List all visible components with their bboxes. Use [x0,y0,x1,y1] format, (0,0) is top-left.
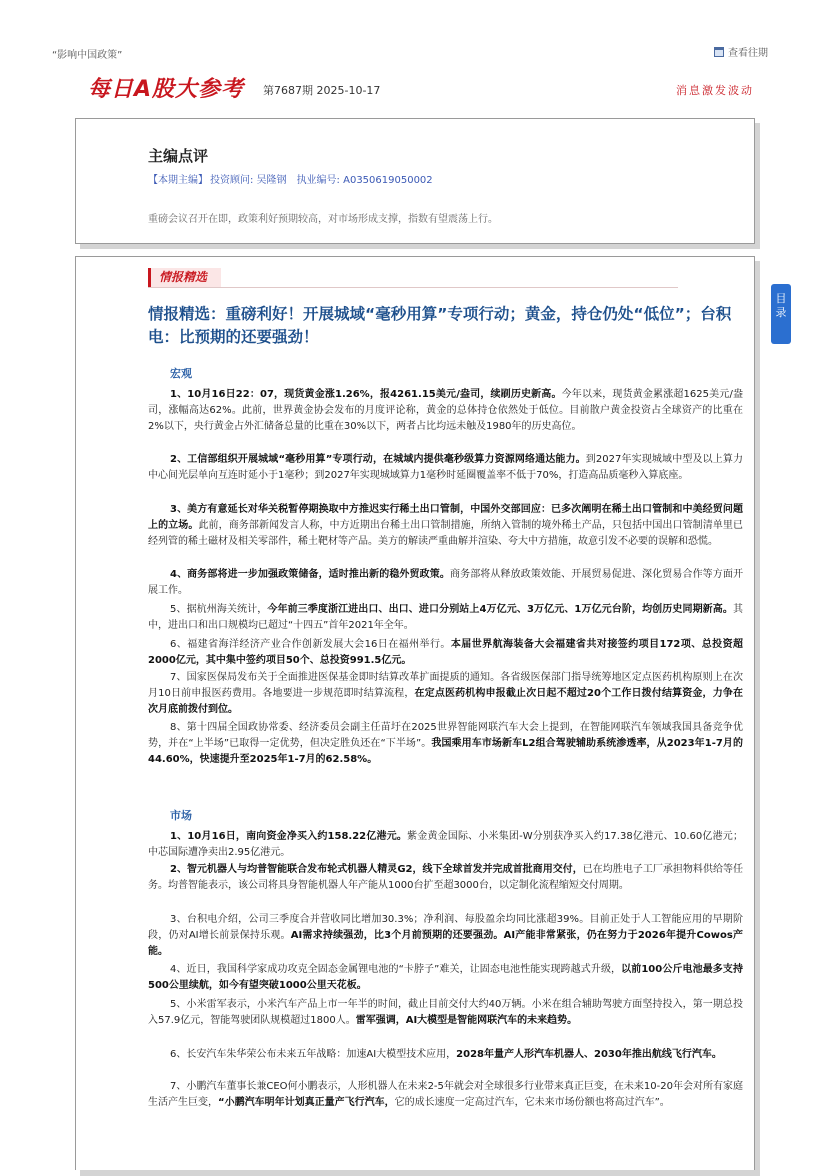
news-item-highlight: 1、10月16日22：07，现货黄金涨1.26%，报4261.15美元/盎司，续刷历史新高。 [170,389,562,400]
news-item-text: 3、台积电介绍，公司三季度合并营收同比增加30.3%；净利润、每股盈余均同比涨超39%。目前正处于人工智能应用的早期阶段，仍对AI增长前景保持乐观。 [148,914,743,941]
editor-info [148,171,443,186]
view-past-issues-link[interactable] [714,44,768,59]
toc-button[interactable]: 目录 [771,284,791,344]
news-item [148,862,743,894]
news-item [148,502,743,550]
section-tag-label: 情报精选 [148,268,221,287]
editor-title: 主编点评 [148,147,209,165]
news-item [148,720,743,768]
news-item-text: 5、据杭州海关统计， [170,604,268,615]
news-item-text: 今年以来，现货黄金累涨超1625美元/盎司，涨幅高达62%。此前，世界黄金协会发布的月度评论称，黄金的总体持仓依然处于低位。目前散户黄金投资占全球资产的比重在2%以下，央行黄金占外汇储备总量的比重在30%以下，两者占比均远未触及1980年的历史高位。 [148,389,743,432]
news-item-highlight: 2、工信部组织开展城域“毫秒用算”专项行动，在城域内提供毫秒级算力资源网络通达能力。 [170,454,586,465]
news-item-text: 到2027年实现城域中型及以上算力中心间光层单向互连时延小于1毫秒；到2027年实现城域算力1毫秒时延圈覆盖率不低于70%，打造高品质毫秒入算底座。 [148,454,744,481]
news-item-text: 它的成长速度一定高过汽车，它未来市场份额也将高过汽车”。 [394,1097,670,1108]
news-item-highlight: 在定点医药机构申报截止次日起不超过20个工作日拨付结算资金，力争在次月底前拨付到位。 [148,688,743,715]
news-item-highlight: 以前100公斤电池最多支持500公里续航，如今有望突破1000公里天花板。 [148,964,743,991]
brand-logo: 每日A股大参考 [88,77,245,102]
news-item-text: 此前，商务部新闻发言人称，中方近期出台稀土出口管制措施，所纳入管制的境外稀土产品，只包括中国出口管制清单里已经列管的稀土磁材及相关零部件，稀土靶材等产品。美方的解读严重曲解并渲染、夸大中方措施，故意引发不必要的误解和恐慌。 [148,520,744,547]
news-item [148,637,743,669]
news-item-highlight: 1、10月16日，南向资金净买入约158.22亿港元。 [170,831,408,842]
news-item-text: 紫金黄金国际、小米集团-W分别获净买入约17.38亿港元、10.60亿港元；中芯国际遭净卖出2.95亿港元。 [148,831,743,858]
news-item-text: 其中，进出口和出口规模均已超过“十四五”首年2021年全年。 [148,604,743,631]
news-item-text: 8、第十四届全国政协常委、经济委员会副主任苗圩在2025世界智能网联汽车大会上提到，在智能网联汽车领域我国具备竞争优势，并在“上半场”已取得一定优势，但决定胜负还在“下半场”。 [148,722,743,749]
news-item-text: 6、长安汽车朱华荣公布未来五年战略：加速AI大模型技术应用， [170,1049,457,1060]
news-item-highlight: 2028年量产人形汽车机器人、2030年推出航线飞行汽车。 [456,1049,722,1060]
news-item-highlight: “小鹏汽车明年计划真正量产飞行汽车， [218,1097,395,1108]
issue-number-date: 第7687期 2025-10-17 [263,84,381,97]
headline: 情报精选：重磅利好！开展城域“毫秒用算”专项行动；黄金，持仓仍处“低位”；台积电：比预期的还要强劲！ [148,305,732,346]
news-item [148,1047,743,1063]
news-item-highlight: 我国乘用车市场新车L2组合驾驶辅助系统渗透率，从2023年1-7月的44.60%，快速提升至2025年1-7月的62.58%。 [148,738,743,765]
news-item-text: 商务部将从释放政策效能、开展贸易促进、深化贸易合作等方面开展工作。 [148,569,743,596]
news-item-text: 5、小米雷军表示，小米汽车产品上市一年半的时间，截止目前交付大约40万辆。小米在组合辅助驾驶方面坚持投入，第一期总投入57.9亿元，智能驾驶团队规模超过1800人。 [148,999,743,1026]
news-item-highlight: 2、智元机器人与均普智能联合发布轮式机器人精灵G2，线下全球首发并完成首批商用交付， [170,864,583,875]
news-item-text: 4、近日，我国科学家成功攻克全固态金属锂电池的“卡脖子”难关，让固态电池性能实现跨越式升级， [170,964,622,975]
news-item-text: 7、小鹏汽车董事长兼CEO何小鹏表示，人形机器人在未来2-5年就会对全球很多行业带来真正巨变，在未来10-20年会对所有家庭生活产生巨变， [148,1081,743,1108]
calendar-icon [714,47,724,57]
news-item-highlight: AI需求持续强劲，比3个月前预期的还要强劲。AI产能非常紧张，仍在努力于2026年提升Cowos产能。 [148,930,743,957]
slogan: 消息激发波动 [676,84,754,97]
news-item [148,1079,743,1111]
news-item [148,602,743,634]
news-item-highlight: 4、商务部将进一步加强政策储备，适时推出新的稳外贸政策。 [170,569,450,580]
news-item-text: 6、福建省海洋经济产业合作创新发展大会16日在福州举行。 [170,639,451,650]
news-item-highlight: 雷军强调，AI大模型是智能网联汽车的未来趋势。 [355,1015,578,1026]
editor-comment-panel [75,118,755,244]
macro-heading: 宏观 [170,367,192,380]
news-item [148,387,743,435]
masthead [80,70,756,106]
tagline: “影响中国政策” [52,50,123,61]
news-item-highlight: 本届世界航海装备大会福建省共对接签约项目172项、总投资超2000亿元，其中集中签约项目50个、总投资991.5亿元。 [148,639,744,666]
news-item [148,912,743,960]
news-item [148,670,743,718]
license-number: 执业编号: A0350619050002 [296,175,433,186]
news-item [148,567,743,599]
news-item [148,962,743,994]
market-heading: 市场 [170,809,192,822]
news-item-highlight: 今年前三季度浙江进出口、出口、进口分别站上4万亿元、3万亿元、1万亿元台阶，均创历史同期新高。 [267,604,733,615]
advisor-name: 投资顾问: 吴隆钢 [210,175,287,186]
news-item [148,829,743,861]
view-past-issues-label: 查看往期 [728,48,768,59]
news-item-text: 7、国家医保局发布关于全面推进医保基金即时结算改革扩面提质的通知。各省级医保部门指导统筹地区定点医药机构原则上在次月10日前申报医药费用。各地要进一步规范即时结算流程， [148,672,743,699]
news-item-highlight: 3、美方有意延长对华关税暂停期换取中方推迟实行稀土出口管制，中国外交部回应：已多次阐明在稀土出口管制和中美经贸问题上的立场。 [148,504,743,531]
intel-panel [75,256,755,1170]
news-item [148,452,743,484]
news-item-text: 已在均胜电子工厂承担物料供给等任务。均普智能表示，该公司将具身智能机器人年产能从1000台扩至超3000台，以定制化流程缩短交付周期。 [148,864,743,891]
section-tag [148,267,678,288]
top-bar [52,40,774,60]
editor-tag: 【本期主编】 [148,175,208,186]
news-item [148,997,743,1029]
editor-comment-text: 重磅会议召开在即，政策利好预期较高，对市场形成支撑，指数有望震荡上行。 [148,214,498,225]
